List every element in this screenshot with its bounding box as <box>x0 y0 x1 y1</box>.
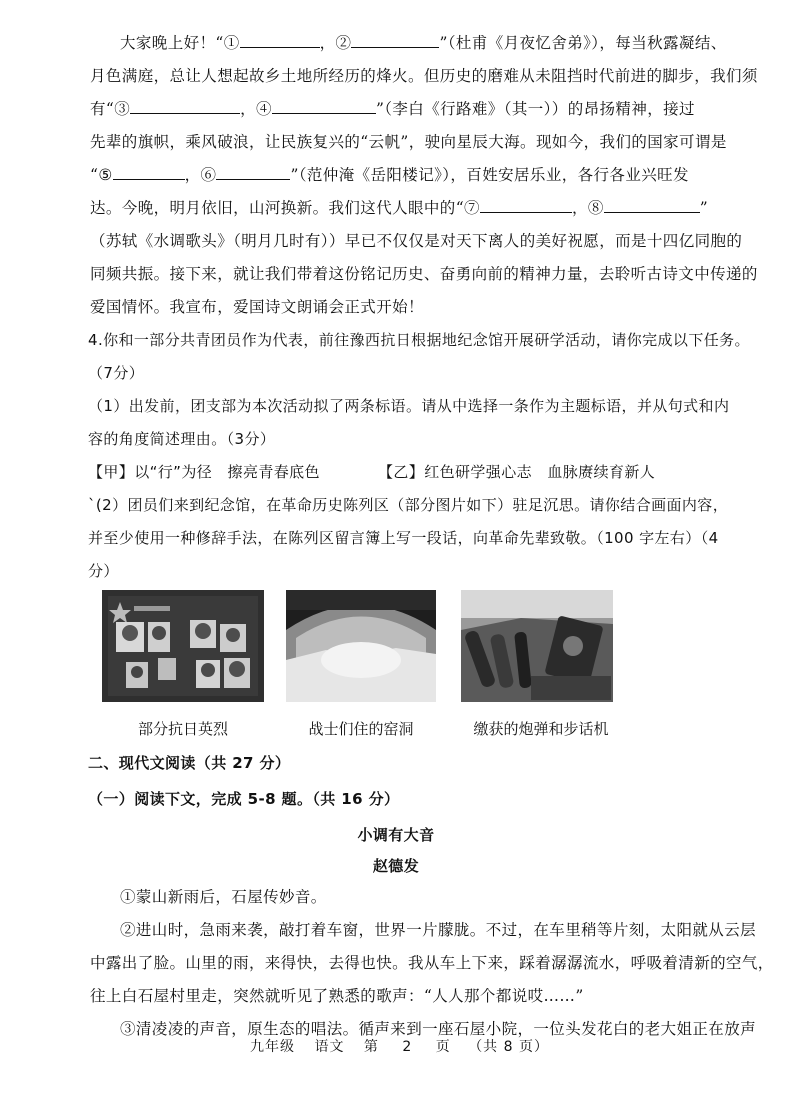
blank-4[interactable] <box>272 99 376 114</box>
passage-line-7: （苏轼《水调歌头》（明月几时有））早已不仅仅是对天下离人的美好祝愿，而是十四亿同胞的 <box>90 232 743 250</box>
passage-line-9: 爱国情怀。我宣布，爱国诗文朗诵会正式开始！ <box>90 298 424 316</box>
question-4-sub2-line3: 分） <box>88 562 119 580</box>
blank-2[interactable] <box>351 33 439 48</box>
question-4-sub2-line1: `(2）团员们来到纪念馆，在革命历史陈列区（部分图片如下）驻足沉思。请你结合画面内容， <box>88 496 729 514</box>
blank-5[interactable] <box>113 165 185 180</box>
passage-line-1: 大家晚上好！“① ，② ”（杜甫《月夜忆舍弟》），每当秋露凝结、 <box>120 34 727 52</box>
article-title: 小调有大音 <box>357 826 435 844</box>
question-4-sub1-line1: （1）出发前，团支部为本次活动拟了两条标语。请从中选择一条作为主题标语，并从句式和内 <box>88 397 730 415</box>
passage-line-8: 同频共振。接下来，就让我们带着这份铭记历史、奋勇向前的精神力量，去聆听古诗文中传递的 <box>90 265 758 283</box>
article-para-2-line-2: 中露出了脸。山里的雨，来得快，去得也快。我从车上下来，踩着潺潺流水，呼吸着清新的空气， <box>90 954 774 972</box>
footer-grade: 九年级 <box>250 1039 295 1055</box>
passage-line-4: 先辈的旗帜，乘风破浪，让民族复兴的“云帆”，驶向星辰大海。现如今，我们的国家可谓是 <box>90 133 727 151</box>
blank-1[interactable] <box>240 33 320 48</box>
slogan-option-a: 【甲】以“行”为径 擦亮青春底色 <box>88 463 320 481</box>
question-4-score: （7分） <box>88 364 145 382</box>
question-4-stem: 4.你和一部分共青团员作为代表，前往豫西抗日根据地纪念馆开展研学活动，请你完成以下任务。 <box>88 331 750 349</box>
page-footer <box>250 1036 549 1056</box>
passage-line-5: “⑤ ，⑥ ”（范仲淹《岳阳楼记》），百姓安居乐业，各行各业兴旺发 <box>90 166 689 184</box>
footer-di: 第 <box>363 1039 379 1055</box>
footer-total-pages: （共 8 页） <box>468 1039 549 1055</box>
slogan-option-b: 【乙】红色研学强心志 血脉赓续育新人 <box>378 463 656 481</box>
photo-captured-shells-radio <box>461 590 613 702</box>
question-4-sub2-line2: 并至少使用一种修辞手法，在陈列区留言簿上写一段话，向革命先辈致敬。（100 字左右）（4 <box>88 529 719 547</box>
caption-cave-dwelling: 战士们住的窑洞 <box>308 720 414 738</box>
article-para-2-line-1: ②进山时，急雨来袭，敲打着车窗，世界一片朦胧。不过，在车里稍等片刻，太阳就从云层 <box>120 921 757 939</box>
blank-6[interactable] <box>216 165 290 180</box>
article-para-2-line-3: 往上白石屋村里走，突然就听见了熟悉的歌声：“人人那个都说哎……” <box>90 987 584 1005</box>
blank-8[interactable] <box>604 198 700 213</box>
caption-shells-radio: 缴获的炮弹和步话机 <box>473 720 609 738</box>
passage-line-2: 月色满庭，总让人想起故乡土地所经历的烽火。但历史的磨难从未阻挡时代前进的脚步，我们须 <box>90 67 758 85</box>
passage-line-6: 达。今晚，明月依旧，山河换新。我们这代人眼中的“⑦ ，⑧ ” <box>90 199 709 217</box>
footer-subject: 语文 <box>314 1039 345 1055</box>
section-2-part-1: （一）阅读下文，完成 5-8 题。（共 16 分） <box>88 790 400 808</box>
section-2-heading: 二、现代文阅读（共 27 分） <box>88 754 291 772</box>
blank-3[interactable] <box>130 99 240 114</box>
question-4-sub1-line2: 容的角度简述理由。（3分） <box>88 430 276 448</box>
blank-7[interactable] <box>480 198 572 213</box>
footer-ye: 页 <box>435 1039 451 1055</box>
article-para-3-line-1: ③清凌凌的声音，原生态的唱法。循声来到一座石屋小院，一位头发花白的老大姐正在放声 <box>120 1020 757 1038</box>
photo-cave-dwelling <box>286 590 436 702</box>
article-author: 赵德发 <box>372 857 420 875</box>
caption-martyrs: 部分抗日英烈 <box>137 720 228 738</box>
article-para-1: ①蒙山新雨后，石屋传妙音。 <box>120 888 327 906</box>
footer-page-number: 2 <box>402 1039 413 1055</box>
photo-martyrs <box>102 590 264 702</box>
passage-line-3: 有“③ ，④ ”（李白《行路难》（其一））的昂扬精神，接过 <box>90 100 695 118</box>
